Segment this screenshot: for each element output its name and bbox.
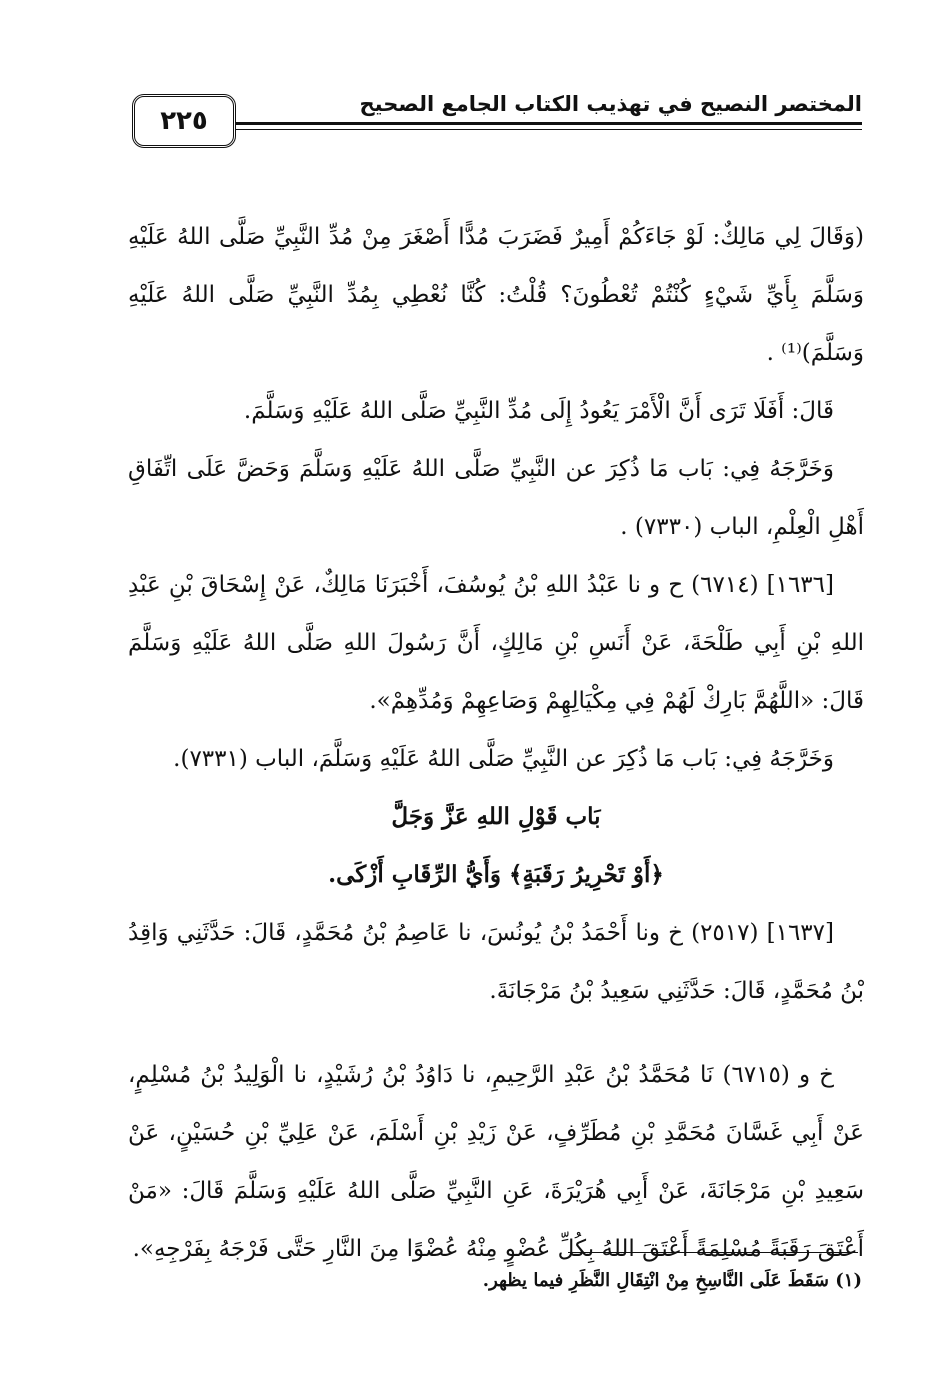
chapter-subheading: ﴿أَوْ تَحْرِيرُ رَقَبَةٍ﴾ وَأَيُّ الرِّقَابِ أَزْكَى. xyxy=(328,861,664,888)
page-number: ٢٢٥ xyxy=(132,94,236,148)
hadith-6715: خ و (٦٧١٥) نَا مُحَمَّدُ بْنُ عَبْدِ الرَّحِيمِ، نا دَاوُدُ بْنُ رُشَيْدٍ، نا الْوَلِيدُ بْنُ مُسْلِمٍ، عَنْ أَبِي غَسَّانَ مُحَمَّدِ بْنِ مُطَرِّفٍ، عَنْ زَيْدِ بْنِ أَسْلَمَ، عَنْ عَلِيِّ بْنِ حُسَيْنٍ، عَنْ سَعِيدِ بْنِ مَرْجَانَةَ، عَنْ أَبِي هُرَيْرَةَ، عَنِ النَّبِيِّ صَلَّى اللهُ عَلَيْهِ وَسَلَّمَ قَالَ: «مَنْ أَعْتَقَ رَقَبَةً مُسْلِمَةً أَعْتَقَ اللهُ بِكُلِّ عُضْوٍ مِنْهُ عُضْوًا مِنَ النَّارِ حَتَّى فَرْجَهُ بِفَرْجِهِ». xyxy=(128,1062,864,1262)
chapter-heading: بَاب قَوْلِ اللهِ عَزَّ وَجَلَّ xyxy=(391,803,601,830)
paragraph-takhrij-7330: وَخَرَّجَهُ فِي: بَاب مَا ذُكِرَ عن النَّبِيِّ صَلَّى اللهُ عَلَيْهِ وَسَلَّمَ وَحَضَّ عَلَى اتِّفَاقِ أَهْلِ الْعِلْمِ، الباب (٧٣٣٠) . xyxy=(128,456,864,540)
page-body xyxy=(128,208,864,1278)
hadith-1637: [١٦٣٧] (٢٥١٧) خ ونا أَحْمَدُ بْنُ يُونُسَ، نا عَاصِمُ بْنُ مُحَمَّدٍ، قَالَ: حَدَّثَنِي وَاقِدُ بْنُ مُحَمَّدٍ، قَالَ: حَدَّثَنِي سَعِيدُ بْنُ مَرْجَانَةَ. xyxy=(128,920,864,1004)
book-title: المختصر النصيح في تهذيب الكتاب الجامع الصحيح xyxy=(359,92,862,116)
hadith-1636: [١٦٣٦] (٦٧١٤) ح و نا عَبْدُ اللهِ بْنُ يُوسُفَ، أَخْبَرَنَا مَالِكٌ، عَنْ إِسْحَاقَ بْنِ عَبْدِ اللهِ بْنِ أَبِي طَلْحَةَ، عَنْ أَنَسِ بْنِ مَالِكٍ، أَنَّ رَسُولَ اللهِ صَلَّى اللهُ عَلَيْهِ وَسَلَّمَ قَالَ: «اللَّهُمَّ بَارِكْ لَهُمْ فِي مِكْيَالِهِمْ وَصَاعِهِمْ وَمُدِّهِمْ». xyxy=(128,572,864,714)
paragraph-takhrij-7331: وَخَرَّجَهُ فِي: بَاب مَا ذُكِرَ عن النَّبِيِّ صَلَّى اللهُ عَلَيْهِ وَسَلَّمَ، الباب (٧٣٣١). xyxy=(173,746,834,772)
paragraph-qala: قَالَ: أَفَلَا تَرَى أَنَّ الْأَمْرَ يَعُودُ إِلَى مُدِّ النَّبِيِّ صَلَّى اللهُ عَلَيْهِ وَسَلَّمَ. xyxy=(243,398,834,424)
footnote: (١) سَقَطَ عَلَى النَّاسِخِ مِنْ انْتِقَالِ النَّظَرِ فيما يظهر. xyxy=(482,1270,862,1291)
footnote-divider xyxy=(568,1252,858,1253)
paragraph-malik-quote: (وَقَالَ لِي مَالِكٌ: لَوْ جَاءَكُمْ أَمِيرٌ فَضَرَبَ مُدًّا أَصْغَرَ مِنْ مُدِّ النَّبِيِّ صَلَّى اللهُ عَلَيْهِ وَسَلَّمَ بِأَيِّ شَيْءٍ كُنْتُمْ تُعْطُونَ؟ قُلْتُ: كُنَّا نُعْطِي بِمُدِّ النَّبِيِّ صَلَّى اللهُ عَلَيْهِ وَسَلَّمَ)⁽¹⁾ . xyxy=(128,224,864,366)
header-rule xyxy=(236,122,862,130)
running-header xyxy=(132,88,862,158)
